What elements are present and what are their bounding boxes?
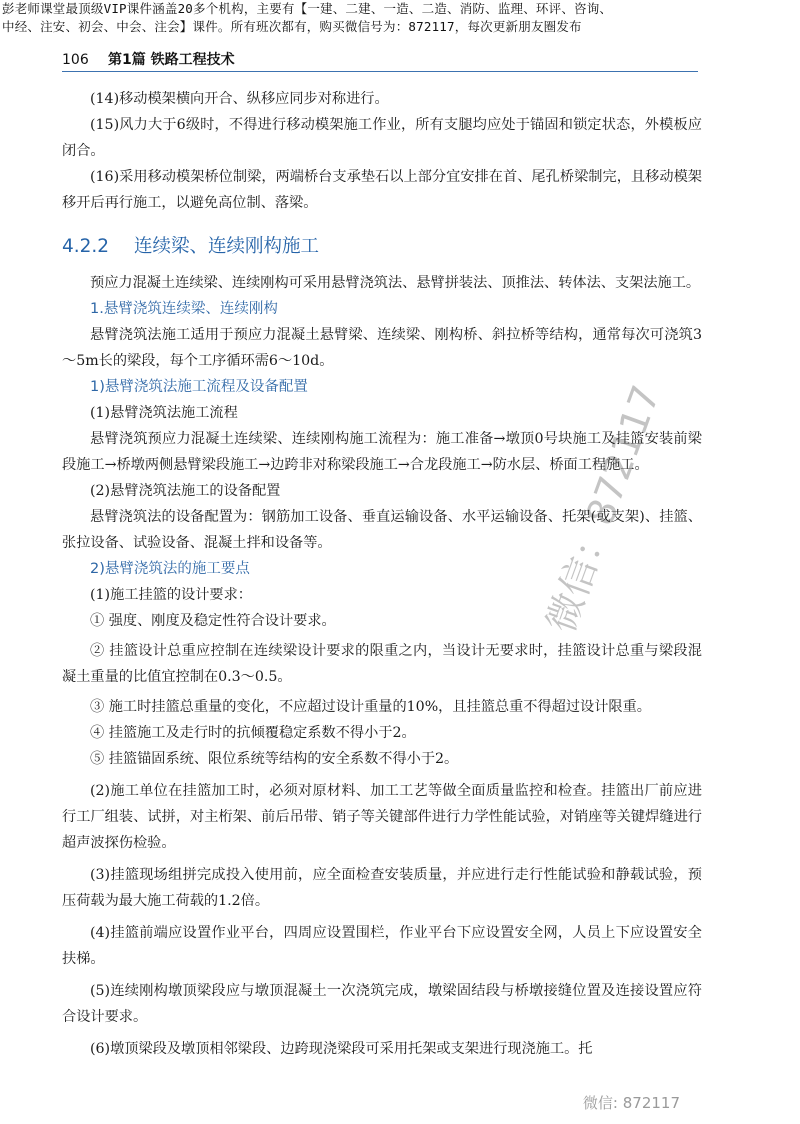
item-b1-1: ① 强度、刚度及稳定性符合设计要求。 <box>90 613 336 629</box>
promo-banner <box>0 0 800 36</box>
diagonal-watermark: 微信：872117 <box>538 379 669 639</box>
subheading-1-text: 悬臂浇筑法施工适用于预应力混凝土悬臂梁、连续梁、刚构桥、斜拉桥等结构，通常每次可浇筑3～5m长的梁段，每个工序循环需6～10d。 <box>62 327 702 369</box>
item-1a-2: (2)悬臂浇筑法施工的设备配置 <box>90 483 281 499</box>
item-1a-2-text: 悬臂浇筑法的设备配置为：钢筋加工设备、垂直运输设备、水平运输设备、托架(或支架)、挂篮、张拉设备、试验设备、混凝土拌和设备等。 <box>62 509 702 551</box>
item-b2: (2)施工单位在挂篮加工时，必须对原材料、加工工艺等做全面质量监控和检查。挂篮出厂前应进行工厂组装、试拼，对主桁架、前后吊带、销子等关键部件进行力学性能试验，对销座等关键焊缝进行超声波探伤检验。 <box>62 783 702 851</box>
part-title: 第1篇 铁路工程技术 <box>108 52 235 68</box>
section-intro: 预应力混凝土连续梁、连续刚构可采用悬臂浇筑法、悬臂拼装法、顶推法、转体法、支架法施工。 <box>90 275 701 291</box>
item-b1-5: ⑤ 挂篮锚固系统、限位系统等结构的安全系数不得小于2。 <box>90 751 459 767</box>
subheading-1: 1.悬臂浇筑连续梁、连续刚构 <box>90 301 278 317</box>
item-b1: (1)施工挂篮的设计要求： <box>90 587 252 603</box>
item-b1-4: ④ 挂篮施工及走行时的抗倾覆稳定系数不得小于2。 <box>90 725 416 741</box>
paragraph-14: (14)移动模架横向开合、纵移应同步对称进行。 <box>90 91 389 107</box>
item-b1-3: ③ 施工时挂篮总重量的变化，不应超过设计重量的10%，且挂篮总重不得超过设计限重。 <box>90 699 651 715</box>
page-body <box>62 86 702 1062</box>
section-heading <box>62 232 702 262</box>
paragraph-16: (16)采用移动模架桥位制梁，两端桥台支承垫石以上部分宜安排在首、尾孔桥梁制完，且移动模架移开后再行施工，以避免高位制、落梁。 <box>62 169 702 211</box>
banner-line-2: 中经、注安、初会、中会、注会】课件。所有班次都有，购买微信号为：872117，每次更新朋友圈发布 <box>2 19 582 34</box>
item-1a-1-text: 悬臂浇筑预应力混凝土连续梁、连续刚构施工流程为：施工准备→墩顶0号块施工及挂篮安装前梁段施工→桥墩两侧悬臂梁段施工→边跨非对称梁段施工→合龙段施工→防水层、桥面工程施工。 <box>62 431 702 473</box>
banner-line-1: 彭老师课堂最顶级VIP课件涵盖20多个机构，主要有【一建、二建、一造、二造、消防、监理、环评、咨询、 <box>2 1 613 16</box>
item-1a-1: (1)悬臂浇筑法施工流程 <box>90 405 238 421</box>
section-number: 4.2.2 <box>62 236 110 257</box>
item-b1-2: ② 挂篮设计总重应控制在连续梁设计要求的限重之内，当设计无要求时，挂篮设计总重与梁段混凝土重量的比值宜控制在0.3～0.5。 <box>62 643 702 685</box>
item-b5: (5)连续刚构墩顶梁段应与墩顶混凝土一次浇筑完成，墩梁固结段与桥墩接缝位置及连接设置应符合设计要求。 <box>62 983 702 1025</box>
subheading-1a: 1)悬臂浇筑法施工流程及设备配置 <box>90 379 308 395</box>
footer-watermark: 微信: 872117 <box>582 1094 680 1112</box>
item-b3: (3)挂篮现场组拼完成投入使用前，应全面检查安装质量，并应进行走行性能试验和静载试验，预压荷载为最大施工荷载的1.2倍。 <box>62 867 702 909</box>
item-b4: (4)挂篮前端应设置作业平台，四周应设置围栏，作业平台下应设置安全网，人员上下应设置安全扶梯。 <box>62 925 702 967</box>
section-title: 连续梁、连续刚构施工 <box>134 236 320 257</box>
running-header <box>62 51 698 72</box>
paragraph-15: (15)风力大于6级时，不得进行移动模架施工作业，所有支腿均应处于锚固和锁定状态，外模板应闭合。 <box>62 117 702 159</box>
page-number: 106 <box>62 52 89 68</box>
item-b6: (6)墩顶梁段及墩顶相邻梁段、边跨现浇梁段可采用托架或支架进行现浇施工。托 <box>90 1041 593 1057</box>
subheading-1b: 2)悬臂浇筑法的施工要点 <box>90 561 250 577</box>
